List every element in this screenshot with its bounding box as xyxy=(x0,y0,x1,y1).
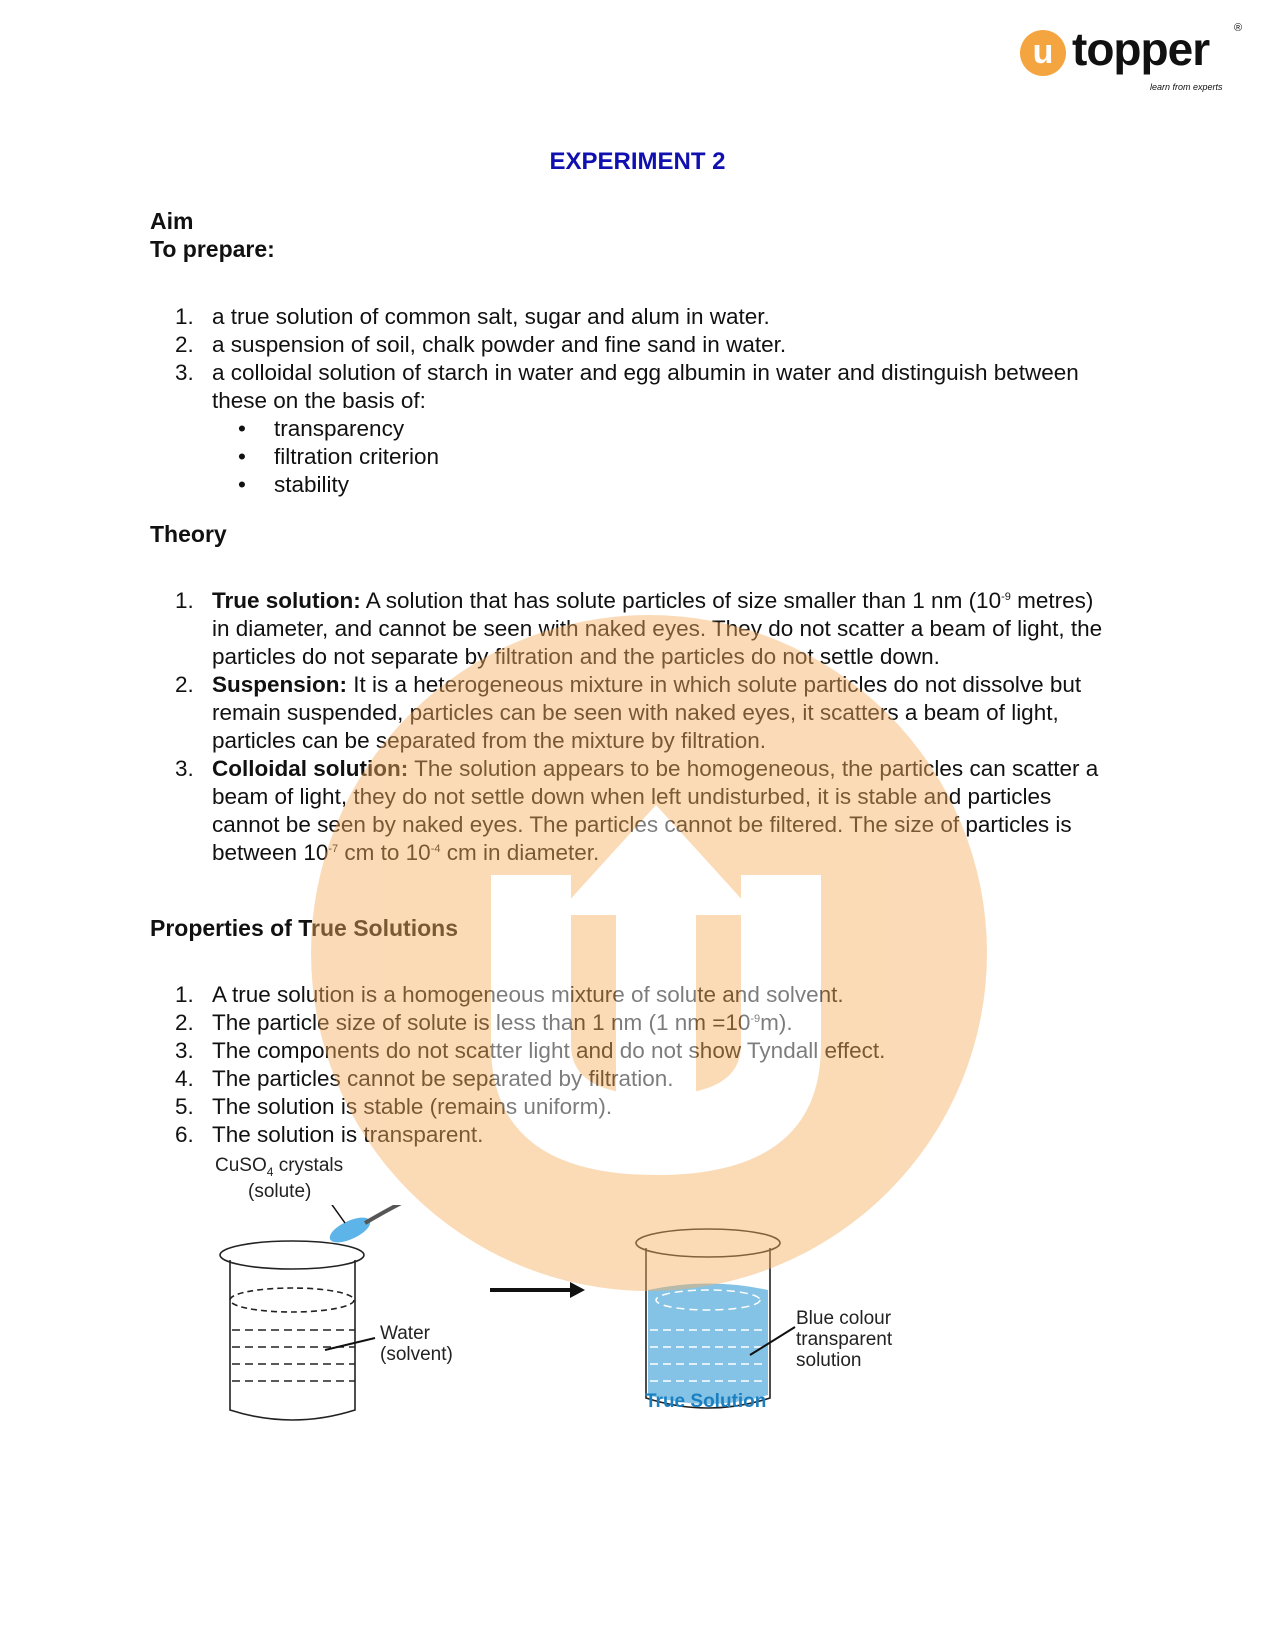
list-text: a suspension of soil, chalk powder and fine sand in water. xyxy=(212,332,787,357)
exponent: -7 xyxy=(328,843,339,855)
list-number: 6. xyxy=(175,1122,194,1147)
list-item xyxy=(150,303,1112,331)
list-text: cm in diameter. xyxy=(440,840,600,865)
diagram-caption: True Solution xyxy=(645,1391,767,1412)
bullet-item xyxy=(150,471,1112,499)
label-text: CuSO xyxy=(215,1155,267,1176)
bullet-text: filtration criterion xyxy=(274,444,440,469)
list-text: a colloidal solution of starch in water and egg albumin in water and distinguish between these on the basis of: xyxy=(212,360,1079,413)
bullet-text: stability xyxy=(274,472,350,497)
logo-wordmark: topper xyxy=(1072,23,1210,75)
list-text: The solution appears to be homogeneous, the particles can scatter a beam of light, they do not settle down when left undisturbed, it is stable and particles cannot be seen by naked eyes. The particles cannot be filtered. The size of particles is between 10 xyxy=(212,756,1099,865)
list-number: 3. xyxy=(175,756,194,781)
list-number: 2. xyxy=(175,332,194,357)
list-item xyxy=(150,671,1112,755)
theory-list xyxy=(150,587,1112,867)
list-item xyxy=(150,1009,1112,1037)
list-number: 2. xyxy=(175,672,194,697)
list-text: The particles cannot be separated by filtration. xyxy=(212,1066,674,1091)
list-number: 5. xyxy=(175,1094,194,1119)
page-title: EXPERIMENT 2 xyxy=(549,148,726,175)
exponent: -9 xyxy=(750,1013,761,1025)
list-number: 1. xyxy=(175,588,194,613)
solute-paren-label: (solute) xyxy=(248,1181,312,1202)
list-text: The components do not scatter light and do not show Tyndall effect. xyxy=(212,1038,886,1063)
list-item xyxy=(150,981,1112,1009)
list-item xyxy=(150,1121,1112,1149)
list-item xyxy=(150,359,1112,415)
list-item xyxy=(150,331,1112,359)
list-item xyxy=(150,1093,1112,1121)
subscript: 4 xyxy=(266,1164,274,1179)
list-text: It is a heterogeneous mixture in which solute particles do not dissolve but remain suspended, particles can be seen with naked eyes, it scatters a beam of light, particles can be separated from the mixture by filtration. xyxy=(212,672,1082,753)
list-text: m). xyxy=(760,1010,793,1035)
result-label: transparent xyxy=(796,1329,893,1350)
list-text: The particle size of solute is less than 1 nm (1 nm =10 xyxy=(212,1010,751,1035)
result-label: solution xyxy=(796,1350,862,1371)
properties-list xyxy=(150,981,1112,1149)
list-text: The solution is transparent. xyxy=(212,1122,484,1147)
list-text: cm to 10 xyxy=(338,840,431,865)
aim-list xyxy=(150,303,1112,499)
water-label: Water xyxy=(380,1323,430,1344)
list-number: 2. xyxy=(175,1010,194,1035)
logo-registered: ® xyxy=(1234,22,1243,34)
list-text: metres) in diameter, and cannot be seen with naked eyes. They do not scatter a beam of light, the particles do not separate by filtration and the particles do not settle down. xyxy=(212,588,1103,669)
list-text: A true solution is a homogeneous mixture of solute and solvent. xyxy=(212,982,844,1007)
aim-heading: Aim xyxy=(150,208,194,234)
bullet-icon: • xyxy=(238,472,246,497)
logo-tagline: learn from experts xyxy=(1150,82,1223,92)
list-text: A solution that has solute particles of size smaller than 1 nm (10 xyxy=(360,588,1002,613)
list-number: 4. xyxy=(175,1066,194,1091)
list-item xyxy=(150,587,1112,671)
topper-logo xyxy=(1020,22,1250,102)
exponent: -4 xyxy=(430,843,441,855)
theory-heading: Theory xyxy=(150,521,227,547)
properties-heading: Properties of True Solutions xyxy=(150,915,458,941)
aim-subheading: To prepare: xyxy=(150,236,275,262)
bullet-item xyxy=(150,443,1112,471)
blue-solution xyxy=(648,1284,768,1405)
logo-icon: u xyxy=(1020,30,1066,76)
crystals-spoon xyxy=(326,1213,373,1248)
term: Colloidal solution: xyxy=(212,756,409,781)
true-solution-diagram xyxy=(210,1155,950,1485)
water-paren-label: (solvent) xyxy=(380,1344,453,1365)
list-number: 3. xyxy=(175,1038,194,1063)
result-label: Blue colour xyxy=(796,1308,892,1329)
bullet-icon: • xyxy=(238,416,246,441)
list-number: 1. xyxy=(175,982,194,1007)
term: True solution: xyxy=(212,588,361,613)
bullet-text: transparency xyxy=(274,416,405,441)
list-item xyxy=(150,1065,1112,1093)
bullet-item xyxy=(150,415,1112,443)
list-number: 1. xyxy=(175,304,194,329)
term: Suspension: xyxy=(212,672,348,697)
list-item xyxy=(150,1037,1112,1065)
exponent: -9 xyxy=(1001,591,1011,603)
label-text: crystals xyxy=(273,1155,344,1176)
list-text: The solution is stable (remains uniform). xyxy=(212,1094,613,1119)
list-text: a true solution of common salt, sugar and alum in water. xyxy=(212,304,770,329)
list-number: 3. xyxy=(175,360,194,385)
solute-label xyxy=(215,1155,343,1183)
list-item xyxy=(150,755,1112,867)
bullet-icon: • xyxy=(238,444,246,469)
